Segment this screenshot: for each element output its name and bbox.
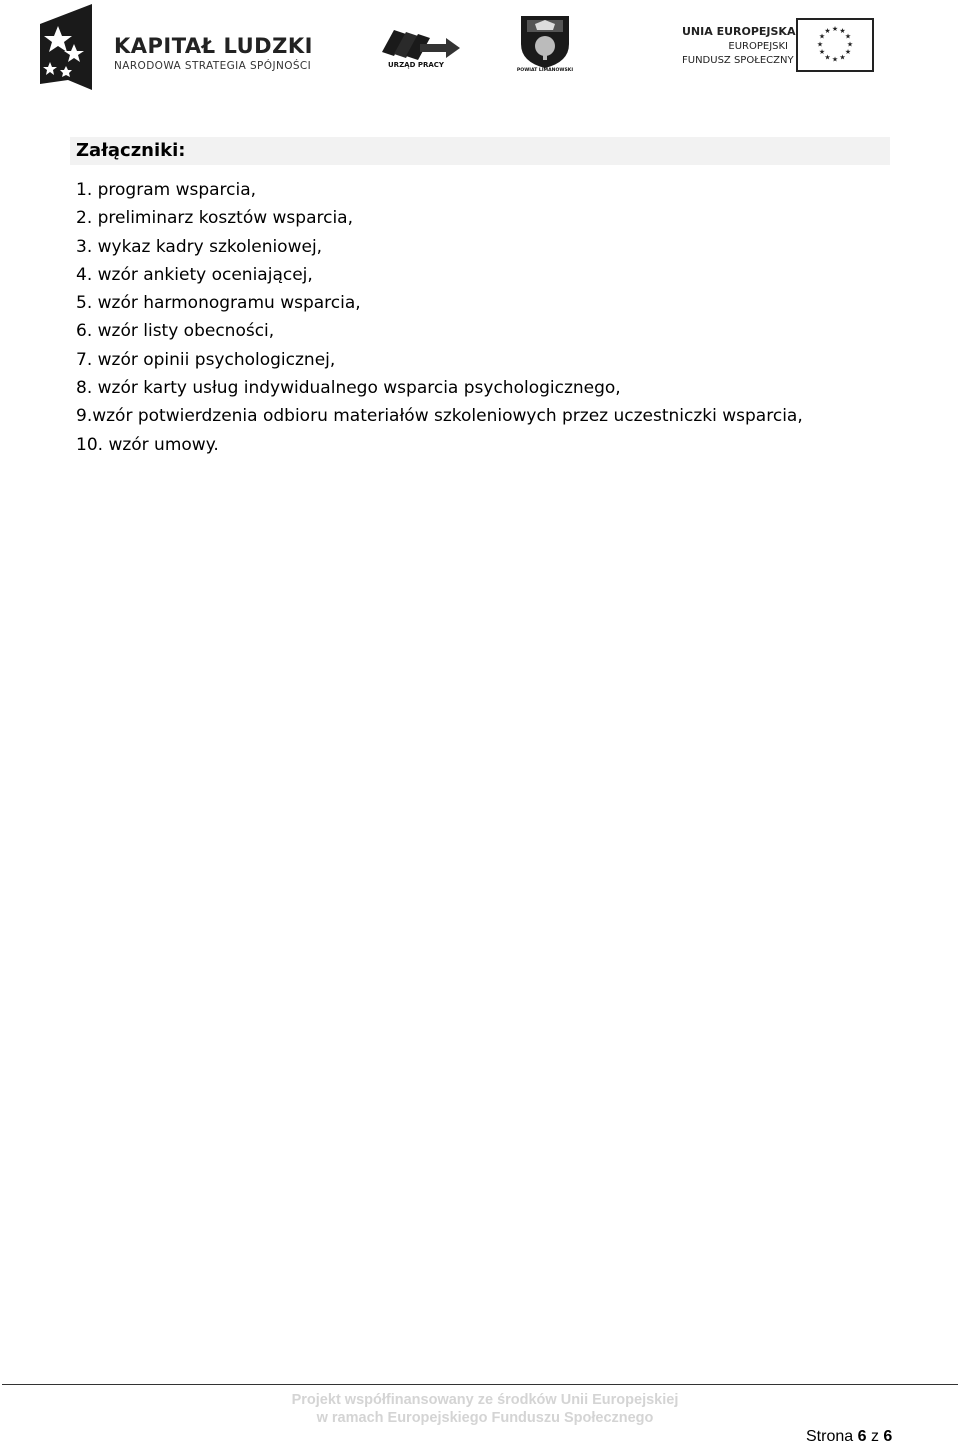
svg-text:★: ★ bbox=[818, 48, 826, 56]
svg-text:★: ★ bbox=[831, 25, 839, 33]
unia-line-1: UNIA EUROPEJSKA bbox=[682, 25, 796, 38]
footer-funding-line-2: w ramach Europejskiego Funduszu Społecznego bbox=[316, 1410, 654, 1426]
svg-text:★: ★ bbox=[818, 32, 826, 41]
kapital-ludzki-title: KAPITAŁ LUDZKI bbox=[114, 34, 313, 58]
attachments-list bbox=[76, 176, 803, 459]
list-item: 7. wzór opinii psychologicznej, bbox=[76, 349, 336, 370]
urzad-pracy-label: URZĄD PRACY bbox=[388, 61, 444, 69]
list-item: 2. preliminarz kosztów wsparcia, bbox=[76, 208, 353, 229]
eu-flag-icon bbox=[796, 18, 874, 72]
svg-text:★: ★ bbox=[844, 48, 852, 56]
kapital-ludzki-emblem bbox=[38, 4, 100, 90]
footer-divider bbox=[2, 1384, 958, 1385]
attachments-heading: Załączniki: bbox=[76, 140, 186, 161]
powiat-label: POWIAT LIMANOWSKI bbox=[516, 68, 574, 73]
kapital-ludzki-subtitle: NARODOWA STRATEGIA SPÓJNOŚCI bbox=[114, 60, 312, 72]
list-item: 3. wykaz kadry szkoleniowej, bbox=[76, 236, 323, 257]
svg-text:★: ★ bbox=[824, 53, 831, 62]
svg-text:★: ★ bbox=[839, 27, 846, 35]
svg-text:★: ★ bbox=[844, 32, 852, 41]
list-item: 10. wzór umowy. bbox=[76, 434, 219, 455]
page-total: 6 bbox=[883, 1428, 893, 1445]
page-prefix: Strona bbox=[806, 1428, 854, 1445]
kapital-ludzki-logo bbox=[38, 4, 313, 90]
list-item: 5. wzór harmonogramu wsparcia, bbox=[76, 293, 361, 314]
footer-funding-line-1: Projekt współfinansowany ze środków Unii Europejskiej bbox=[291, 1392, 679, 1408]
list-item: 4. wzór ankiety oceniającej, bbox=[76, 264, 313, 285]
unia-line-3: FUNDUSZ SPOŁECZNY bbox=[682, 55, 794, 66]
unia-text-block bbox=[682, 25, 796, 66]
page-current: 6 bbox=[857, 1428, 867, 1445]
attachments-heading-bar bbox=[70, 137, 890, 165]
list-item: 6. wzór listy obecności, bbox=[76, 321, 275, 342]
page-separator: z bbox=[870, 1428, 879, 1445]
page-number bbox=[806, 1428, 892, 1446]
list-item: 8. wzór karty usług indywidualnego wsparcia psychologicznego, bbox=[76, 378, 621, 399]
powiat-coat-of-arms-icon bbox=[517, 14, 573, 68]
svg-text:★: ★ bbox=[846, 40, 854, 49]
urzad-pracy-logo bbox=[380, 24, 462, 74]
svg-text:★: ★ bbox=[839, 53, 846, 62]
urzad-pracy-emblem bbox=[380, 24, 462, 62]
page-header bbox=[0, 0, 960, 100]
svg-text:★: ★ bbox=[831, 55, 839, 64]
powiat-limanowski-logo bbox=[517, 14, 573, 76]
list-item: 1. program wsparcia, bbox=[76, 180, 257, 200]
svg-text:★: ★ bbox=[824, 27, 831, 35]
unia-europejska-logo bbox=[682, 18, 882, 76]
svg-text:★: ★ bbox=[816, 40, 824, 49]
unia-line-2: EUROPEJSKI bbox=[728, 41, 788, 52]
list-item: 9.wzór potwierdzenia odbioru materiałów szkoleniowych przez uczestniczki wsparcia, bbox=[76, 406, 803, 427]
